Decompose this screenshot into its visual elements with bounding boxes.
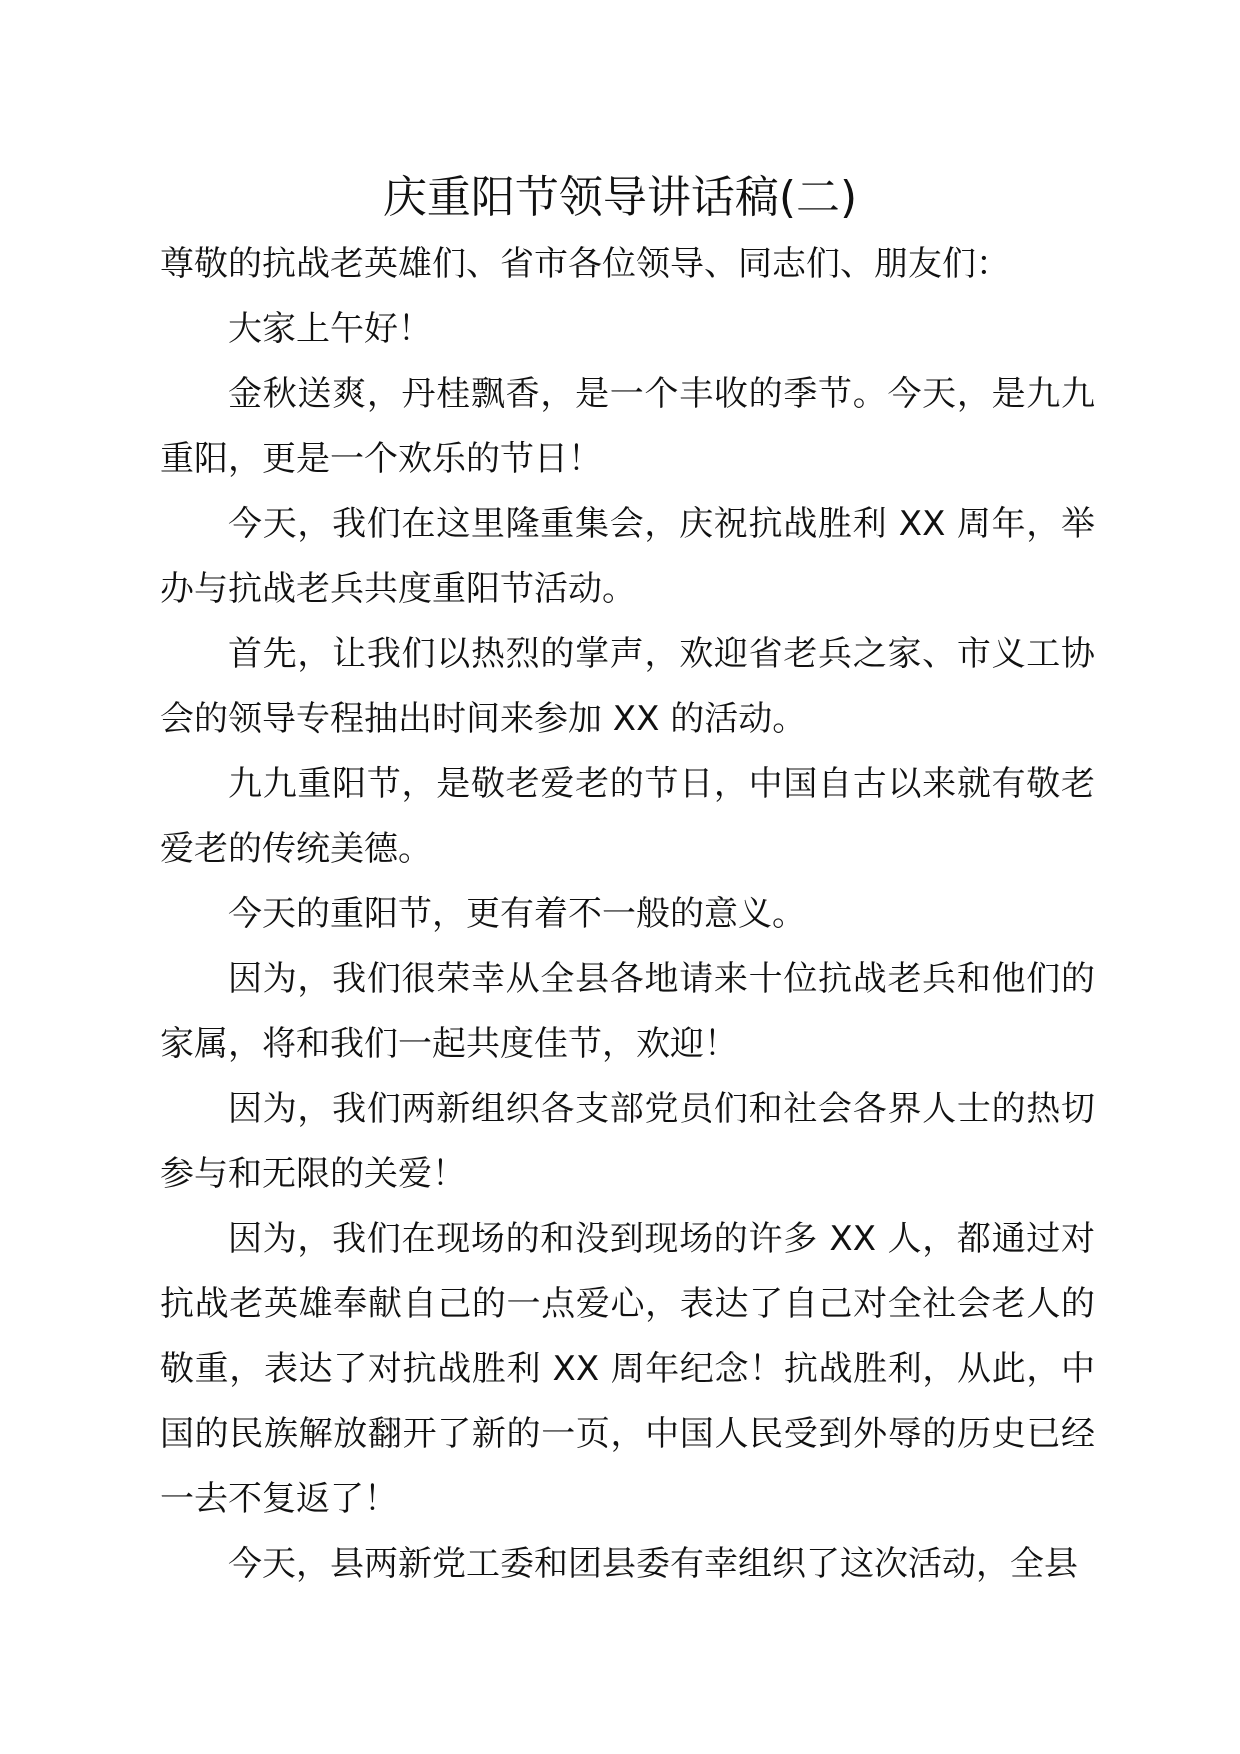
document-title: 庆重阳节领导讲话稿(二) [382,172,858,223]
paragraph-organizers: 今天，县两新党工委和团县委有幸组织了这次活动，全县 [228,1544,1078,1584]
paragraph-meaning: 今天的重阳节，更有着不一般的意义。 [228,894,806,934]
paragraph-greeting: 大家上午好！ [228,309,432,349]
paragraph-gathering: 今天，我们在这里隆重集会，庆祝抗战胜利 XX 周年，举办与抗战老兵共度重阳节活动。 [160,504,1095,609]
paragraph-veterans: 因为，我们很荣幸从全县各地请来十位抗战老兵和他们的家属，将和我们一起共度佳节，欢迎！ [160,959,1095,1064]
paragraph-welcome: 首先，让我们以热烈的掌声，欢迎省老兵之家、市义工协会的领导专程抽出时间来参加 XX 的活动。 [160,634,1095,739]
paragraph-tradition: 九九重阳节，是敬老爱老的节日，中国自古以来就有敬老爱老的传统美德。 [160,764,1095,869]
paragraph-season: 金秋送爽，丹桂飘香，是一个丰收的季节。今天，是九九重阳，更是一个欢乐的节日！ [160,374,1095,479]
paragraph-commemoration: 因为，我们在现场的和没到现场的许多 XX 人，都通过对抗战老英雄奉献自己的一点爱心，表达了自己对全社会老人的敬重，表达了对抗战胜利 XX 周年纪念！抗战胜利，从此，中国的民族解放翻开了新的一页，中国人民受到外辱的历史已经一去不复返了！ [160,1219,1095,1519]
paragraph-participation: 因为，我们两新组织各支部党员们和社会各界人士的热切参与和无限的关爱！ [160,1089,1095,1194]
salutation: 尊敬的抗战老英雄们、省市各位领导、同志们、朋友们： [160,244,1010,284]
document-body [160,232,1095,1597]
